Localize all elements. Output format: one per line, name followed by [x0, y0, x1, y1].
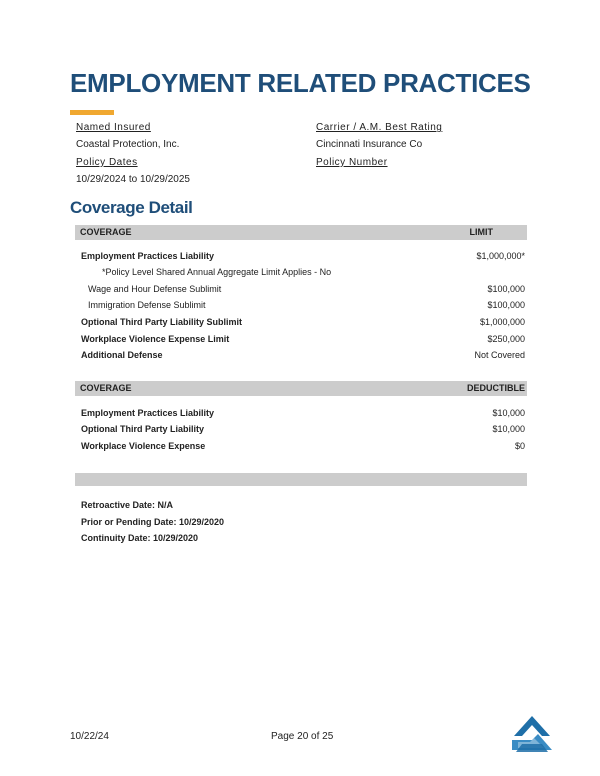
- policy-number-label: Policy Number: [316, 157, 388, 168]
- prior-pending-date: Prior or Pending Date: 10/29/2020: [81, 517, 225, 527]
- coverage-name: Employment Practices Liability: [81, 251, 215, 261]
- policy-dates-value: 10/29/2024 to 10/29/2025: [76, 174, 190, 185]
- carrier-label: Carrier / A.M. Best Rating: [316, 122, 443, 133]
- table-row: [75, 332, 527, 346]
- limit-column-header: LIMIT: [469, 227, 493, 237]
- coverage-column-header: COVERAGE: [80, 227, 132, 237]
- table-row: [75, 406, 527, 420]
- coverage-column-header: COVERAGE: [80, 383, 132, 393]
- coverage-deductible: $10,000: [492, 408, 525, 418]
- deductible-column-header: DEDUCTIBLE: [467, 383, 525, 393]
- coverage-name: Wage and Hour Defense Sublimit: [88, 284, 222, 294]
- table-row: [75, 298, 527, 312]
- coverage-name: Optional Third Party Liability: [81, 424, 205, 434]
- coverage-note: *Policy Level Shared Annual Aggregate Limit Applies - No: [102, 267, 332, 277]
- coverage-name: Workplace Violence Expense Limit: [81, 334, 230, 344]
- coverage-name: Employment Practices Liability: [81, 408, 215, 418]
- table-row: [75, 439, 527, 453]
- deductible-table-header: [75, 381, 527, 396]
- company-logo-icon: [508, 714, 556, 754]
- policy-dates-label: Policy Dates: [76, 157, 138, 168]
- table-row: [75, 249, 527, 263]
- table-row: [75, 265, 527, 279]
- limits-table-header: [75, 225, 527, 240]
- coverage-deductible: $0: [514, 441, 525, 451]
- table-row: [75, 282, 527, 296]
- coverage-limit: Not Covered: [474, 350, 525, 360]
- coverage-name: Workplace Violence Expense: [81, 441, 206, 451]
- page-title: EMPLOYMENT RELATED PRACTICES: [70, 68, 531, 98]
- section-divider-bar: [75, 473, 527, 486]
- coverage-name: Optional Third Party Liability Sublimit: [81, 317, 243, 327]
- page-number: Page 20 of 25: [271, 731, 334, 742]
- coverage-name: Additional Defense: [81, 350, 163, 360]
- coverage-limit: $1,000,000*: [476, 251, 525, 261]
- continuity-date: Continuity Date: 10/29/2020: [81, 533, 199, 543]
- carrier-value: Cincinnati Insurance Co: [316, 139, 423, 150]
- coverage-deductible: $10,000: [492, 424, 525, 434]
- footer-date: 10/22/24: [70, 731, 109, 742]
- coverage-limit: $1,000,000: [479, 317, 525, 327]
- table-row: [75, 348, 527, 362]
- coverage-limit: $250,000: [487, 334, 525, 344]
- retroactive-date: Retroactive Date: N/A: [81, 500, 174, 510]
- table-row: [75, 422, 527, 436]
- coverage-limit: $100,000: [487, 284, 525, 294]
- title-accent-bar: [70, 110, 114, 115]
- coverage-name: Immigration Defense Sublimit: [88, 300, 206, 310]
- coverage-limit: $100,000: [487, 300, 525, 310]
- named-insured-label: Named Insured: [76, 122, 151, 133]
- table-row: [75, 315, 527, 329]
- named-insured-value: Coastal Protection, Inc.: [76, 139, 180, 150]
- coverage-detail-heading: Coverage Detail: [70, 198, 193, 217]
